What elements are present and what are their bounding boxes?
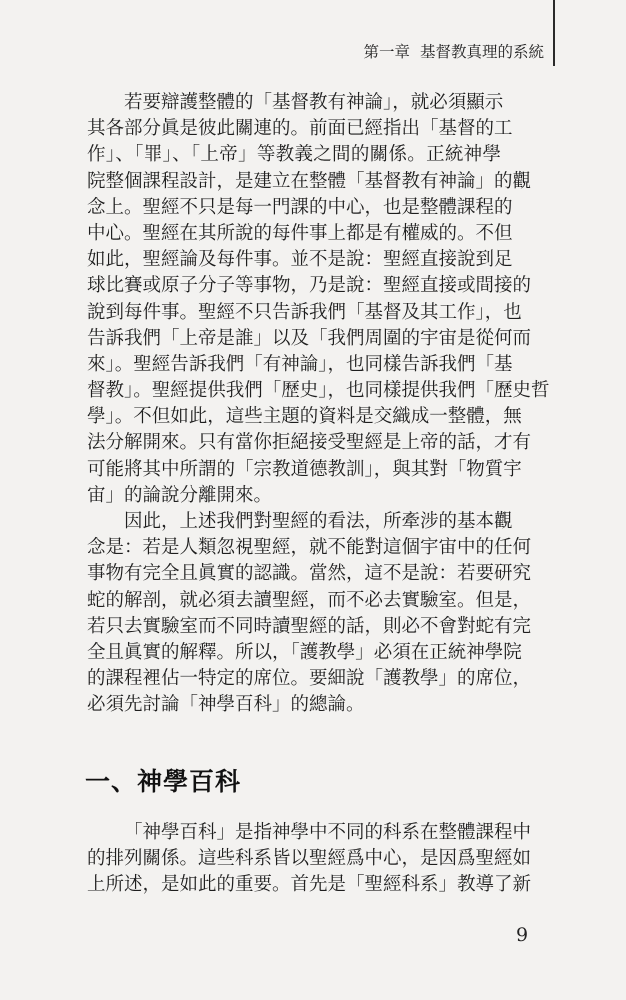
text-line: 球比賽或原子分子等事物，乃是說：聖經直接或間接的	[87, 275, 532, 297]
text-line: 的排列關係。這些科系皆以聖經爲中心，是因爲聖經如	[87, 848, 532, 870]
paragraph-1	[87, 90, 550, 509]
text-line: 若只去實驗室而不同時讀聖經的話，則必不會對蛇有完	[87, 615, 532, 637]
chapter-title: 基督教真理的系統	[419, 43, 544, 61]
paragraph-2	[87, 509, 532, 719]
text-line: 來」。聖經告訴我們「有神論」，也同樣告訴我們「基	[87, 353, 513, 375]
text-line: 念是：若是人類忽視聖經，就不能對這個宇宙中的任何	[87, 537, 532, 559]
text-line: 因此，上述我們對聖經的看法，所牽涉的基本觀	[124, 511, 513, 532]
text-line: 事物有完全且眞實的認識。當然，這不是說：若要研究	[87, 563, 532, 585]
text-line: 若要辯護整體的「基督教有神論」，就必須顯示	[124, 92, 504, 113]
running-header	[363, 40, 544, 62]
text-line: 院整個課程設計，是建立在整體「基督教有神論」的觀	[87, 170, 532, 192]
text-line: 作」、「罪」、「上帝」等教義之間的關係。正統神學	[87, 144, 501, 166]
text-line: 可能將其中所謂的「宗教道德教訓」，與其對「物質宇	[87, 458, 522, 480]
text-line: 說到每件事。聖經不只告訴我們「基督及其工作」，也	[87, 301, 522, 323]
text-line: 法分解開來。只有當你拒絕接受聖經是上帝的話，才有	[87, 432, 532, 454]
text-line: 念上。聖經不只是每一門課的中心，也是整體課程的	[87, 196, 513, 218]
header-vertical-rule	[553, 0, 555, 66]
text-line: 告訴我們「上帝是誰」以及「我們周圍的宇宙是從何而	[87, 327, 532, 349]
text-line: 蛇的解剖，就必須去讀聖經，而不必去實驗室。但是，	[87, 589, 532, 611]
text-line: 中心。聖經在其所說的每件事上都是有權威的。不但	[87, 222, 513, 244]
text-line: 宙」的論說分離開來。	[87, 484, 273, 506]
section-heading: 一、神學百科	[85, 767, 242, 796]
text-line: 如此，聖經論及每件事。並不是說：聖經直接說到足	[87, 249, 513, 271]
text-line: 學」。不但如此，這些主題的資料是交織成一整體，無	[87, 406, 522, 428]
text-line: 全且眞實的解釋。所以，「護教學」必須在正統神學院	[87, 641, 522, 663]
paragraph-3	[87, 820, 532, 899]
chapter-number: 第一章	[363, 43, 410, 61]
text-line: 上所述，是如此的重要。首先是「聖經科系」教導了新	[87, 874, 532, 896]
text-line: 「神學百科」是指神學中不同的科系在整體課程中	[124, 822, 532, 843]
text-line: 必須先討論「神學百科」的總論。	[87, 694, 365, 716]
text-line: 其各部分眞是彼此關連的。前面已經指出「基督的工	[87, 118, 513, 140]
text-line: 的課程裡佔一特定的席位。要細說「護教學」的席位，	[87, 668, 532, 690]
page-number: 9	[516, 924, 529, 946]
text-line: 督教」。聖經提供我們「歷史」，也同樣提供我們「歷史哲	[87, 380, 550, 402]
